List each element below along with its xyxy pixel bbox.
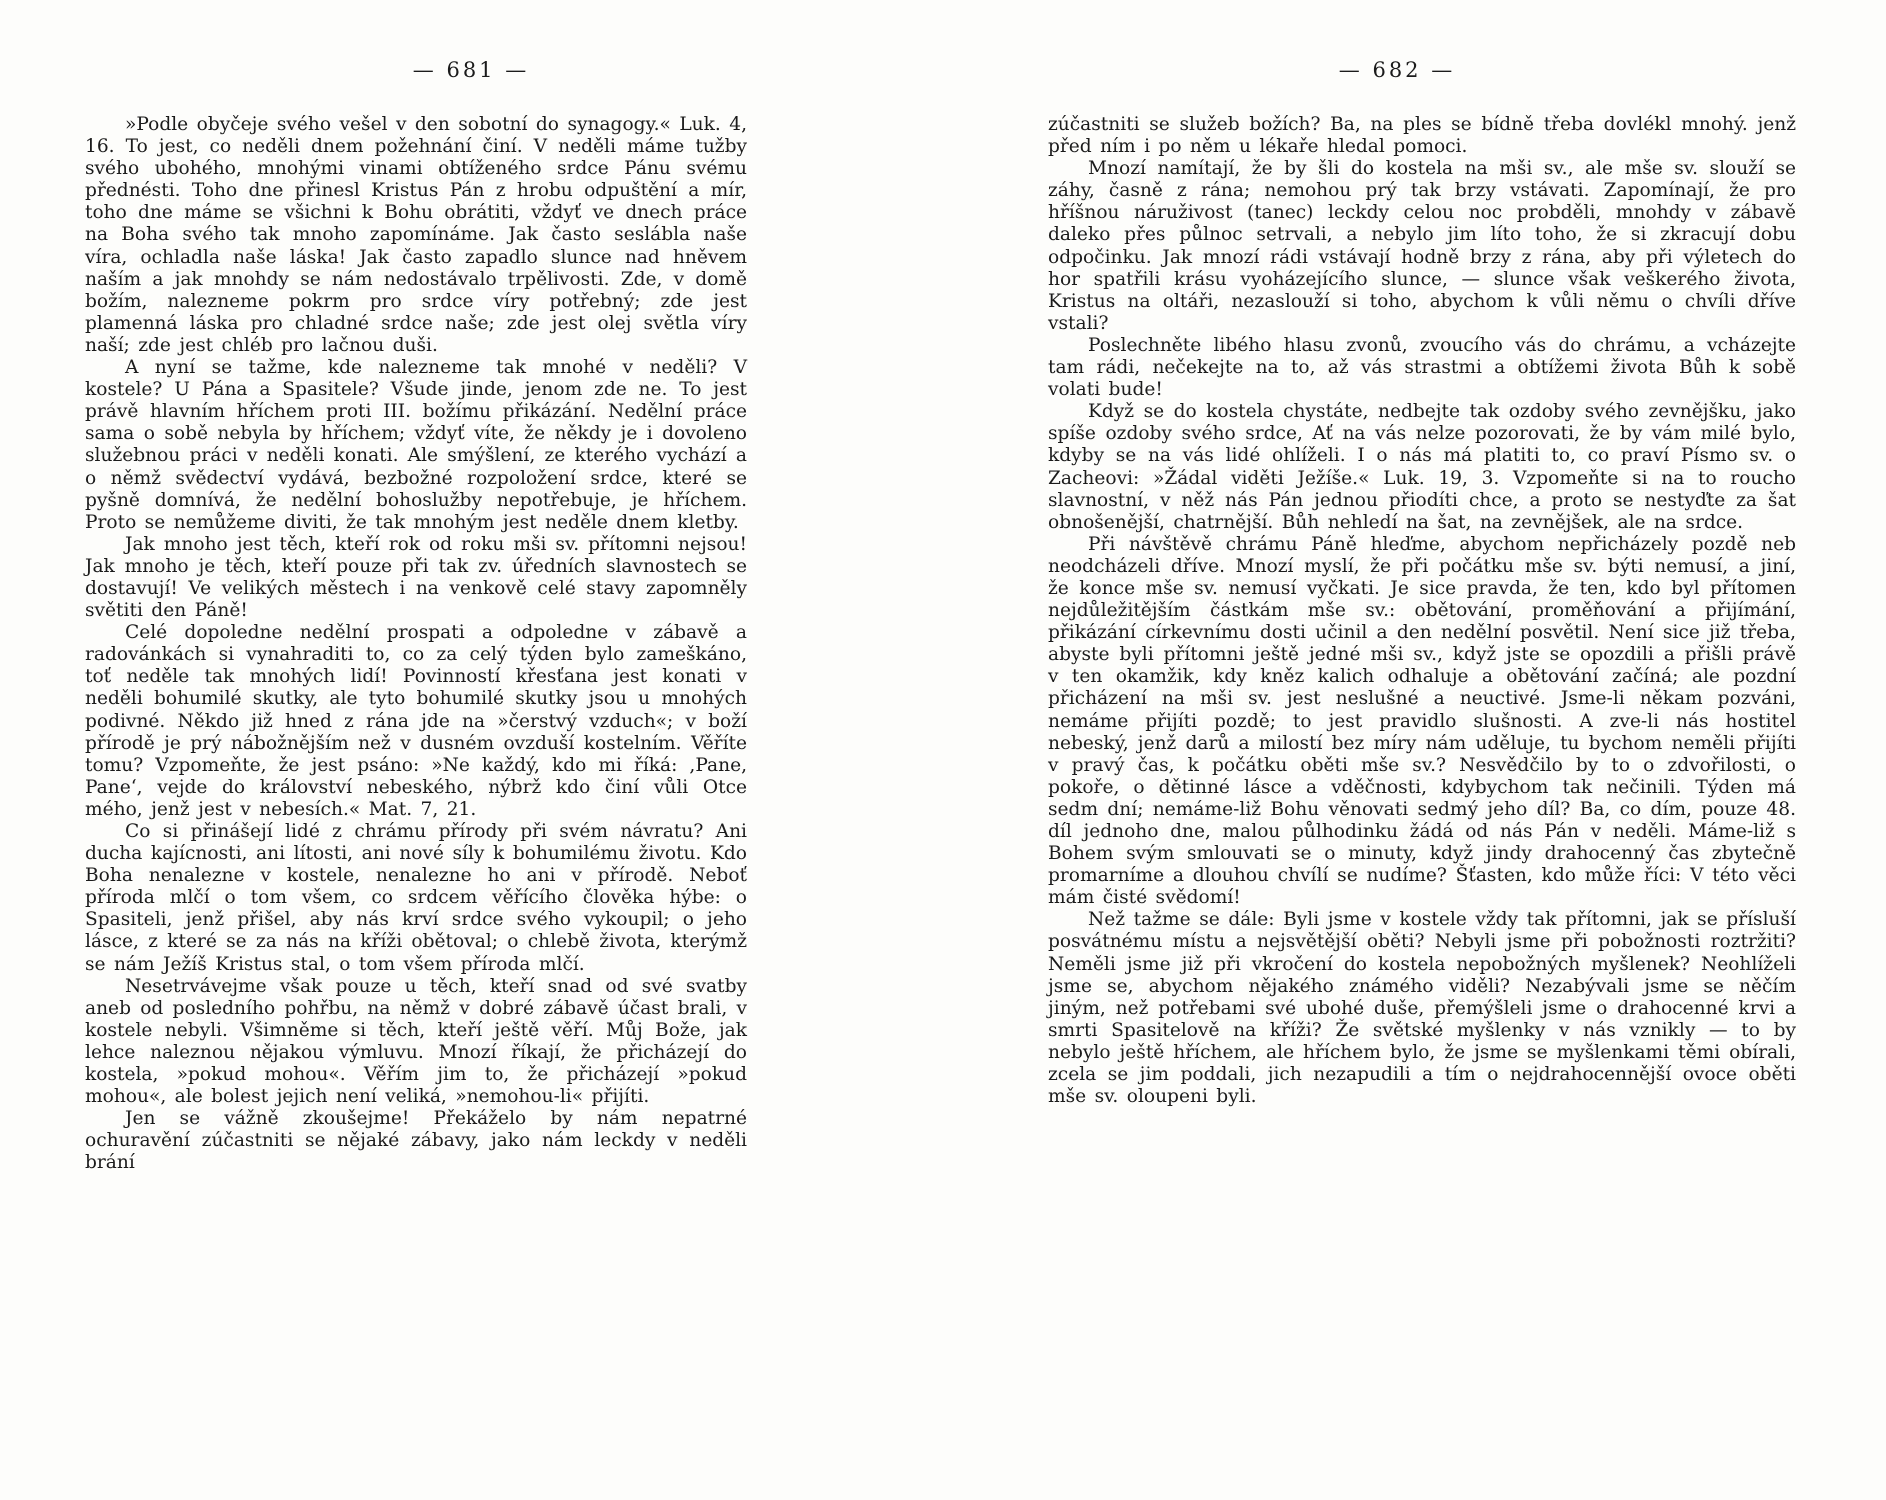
page-number-right: — 682 —	[1338, 58, 1456, 82]
paragraph: Jak mnoho jest těch, kteří rok od roku mši sv. přítomni nejsou! Jak mnoho je těch, kteří pouze při tak zv. úředních slavnostech se dostavují! Ve velikých městech i na venkově celé stavy zapomněly světiti den Páně!	[85, 533, 747, 622]
paragraph: Poslechněte libého hlasu zvonů, zvoucího vás do chrámu, a vcházejte tam rádi, nečekejte na to, až vás strastmi a obtížemi života Bůh k sobě volati bude!	[1048, 334, 1796, 401]
paragraph: Co si přinášejí lidé z chrámu přírody při svém návratu? Ani ducha kajícnosti, ani lítosti, ani nové síly k bohumilému životu. Kdo Boha nenalezne v kostele, nenalezne ho ani v přírodě. Neboť příroda mlčí o tom všem, co srdcem věřícího člověka hýbe: o Spasiteli, jenž přišel, aby nás krví srdce svého vykoupil; o jeho lásce, z které se za nás na kříži obětoval; o chlebě života, kterýmž se nám Ježíš Kristus stal, o tom všem příroda mlčí.	[85, 821, 747, 975]
paragraph: Mnozí namítají, že by šli do kostela na mši sv., ale mše sv. slouží se záhy, časně z rána; nemohou prý tak brzy vstávati. Zapomínají, že pro hříšnou náruživost (tanec) leckdy celou noc probděli, mnohdy v zábavě daleko přes půlnoc setrvali, a nebylo jim líto toho, že si zkracují dobu odpočinku. Jak mnozí rádi vstávají hodně brzy z rána, aby při výletech do hor spatřili krásu vyoházejícího slunce, — slunce však veškerého života, Kristus na oltáři, nezaslouží si toho, abychom k vůli němu o chvíli dříve vstali?	[1048, 158, 1796, 334]
paragraph: Jen se vážně zkoušejme! Překáželo by nám nepatrné ochuravění zúčastniti se nějaké zábavy, jako nám leckdy v neděli brání	[85, 1108, 747, 1174]
paragraph: Než tažme se dále: Byli jsme v kostele vždy tak přítomni, jak se přísluší posvátnému místu a nejsvětější oběti? Nebyli jsme při pobožnosti roztržiti? Neměli jsme již při vkročení do kostela nepobožných myšlenek? Neohlíželi jsme se, abychom nějakého známého viděli? Nezabývali jsme se něčím jiným, než potřebami své ubohé duše, přemýšleli jsme o drahocenné krvi a smrti Spasitelově na kříži? Že světské myšlenky v nás vznikly — to by nebylo ještě hříchem, ale hříchem bylo, že jsme se myšlenkami těmi obírali, zcela se jim poddali, jich nezapudili a tím o nejdrahocennější ovoce oběti mše sv. oloupeni byli.	[1048, 909, 1796, 1108]
paragraph: Když se do kostela chystáte, nedbejte tak ozdoby svého zevnějšku, jako spíše ozdoby svého srdce, Ať na vás nelze pozorovati, že by vám milé bylo, kdyby se na vás lidé ohlíželi. I o nás má platiti to, co praví Písmo sv. o Zacheovi: »Žádal viděti Ježíše.« Luk. 19, 3. Vzpomeňte si na to roucho slavnostní, v něž nás Pán jednou přiodíti chce, a proto se nestyďte za šat obnošenější, chatrnější. Bůh nehledí na šat, na zevnějšek, ale na srdce.	[1048, 401, 1796, 533]
page-681	[85, 58, 747, 1175]
paragraph: Při návštěvě chrámu Páně hleďme, abychom nepřicházely pozdě neb neodcházeli dříve. Mnozí myslí, že při počátku mše sv. býti nemusí, a jiní, že konce mše sv. nemusí vyčkati. Je sice pravda, že ten, kdo byl přítomen nejdůležitějším částkám mše sv.: obětování, proměňování a přijímání, přikázání církevnímu dosti učinil a den nedělní posvětil. Není sice již třeba, abyste byli přítomni ještě jedné mši sv., když jste se opozdili a přišli právě v ten okamžik, kdy kněz kalich odhaluje a obětování začíná; ale pozdní přicházení na mši sv. jest neslušné a neuctivé. Jsme-li někam pozváni, nemáme přijíti pozdě; to jest pravidlo slušnosti. A zve-li nás hostitel nebeský, jenž darů a milostí bez míry nám uděluje, tu bychom neměli přijíti v pravý čas, k počátku oběti mše sv.? Nesvědčilo by to o zdvořilosti, o pokoře, o dětinné lásce a vděčnosti, kdybychom tak nečinili. Týden má sedm dní; nemáme-liž Bohu věnovati sedmý jeho díl? Ba, co dím, pouze 48. díl jednoho dne, malou půlhodinku žádá od nás Pán v neděli. Máme-liž s Bohem svým smlouvati se o minuty, když jindy drahocenný čas zbytečně promarníme a dlouhou chvílí se nudíme? Šťasten, kdo může říci: V této věci mám čisté svědomí!	[1048, 533, 1796, 909]
paragraph: A nyní se tažme, kde nalezneme tak mnohé v neděli? V kostele? U Pána a Spasitele? Všude jinde, jenom zde ne. To jest právě hlavním hříchem proti III. božímu přikázání. Nedělní práce sama o sobě nebyla by hříchem; vždyť víte, že někdy je i dovoleno služebnou práci v neděli konati. Ale smýšlení, ze kterého vychází a o němž svědectví vydává, bezbožné rozpoložení srdce, které se pyšně domnívá, že nedělní bohoslužby nepotřebuje, je hříchem. Proto se nemůžeme diviti, že tak mnohým jest neděle dnem kletby.	[85, 357, 747, 533]
paragraph: zúčastniti se služeb božích? Ba, na ples se bídně třeba dovlékl mnohý. jenž před ním i po něm u lékaře hledal pomoci.	[1048, 114, 1796, 158]
text-column-right	[1048, 114, 1796, 1108]
paragraph: Nesetrvávejme však pouze u těch, kteří snad od své svatby aneb od posledního pohřbu, na němž v dobré zábavě účast brali, v kostele nebyli. Všimněme si těch, kteří ještě věří. Můj Bože, jak lehce naleznou nějakou výmluvu. Mnozí říkají, že přicházejí do kostela, »pokud mohou«. Věřím jim to, že přicházejí »pokud mohou«, ale bolest jejich není veliká, »nemohou-li« přijíti.	[85, 975, 747, 1108]
paragraph: »Podle obyčeje svého vešel v den sobotní do synagogy.« Luk. 4, 16. To jest, co neděli dnem požehnání činí. V neděli máme tužby svého ubohého, mnohými vinami obtíženého srdce Pánu svému přednésti. Toho dne přinesl Kristus Pán z hrobu odpuštění a mír, toho dne máme se všichni k Bohu obrátiti, vždyť ve dnech práce na Boha svého tak mnoho zapomínáme. Jak často seslábla naše víra, ochladla naše láska! Jak často zapadlo slunce nad hněvem naším a jak mnohdy se nám nedostávalo trpělivosti. Zde, v domě božím, nalezneme pokrm pro srdce víry potřebný; zde jest plamenná láska pro chladné srdce naše; zde jest olej světla víry naší; zde jest chléb pro lačnou duši.	[85, 114, 747, 356]
text-column-left	[85, 114, 747, 1175]
page-number-left: — 681 —	[412, 58, 530, 82]
paragraph: Celé dopoledne nedělní prospati a odpoledne v zábavě a radovánkách si vynahraditi to, co za celý týden bylo zameškáno, toť neděle tak mnohých lidí! Povinností křesťana jest konati v neděli bohumilé skutky, ale tyto bohumilé skutky jsou u mnohých podivné. Někdo již hned z rána jde na »čerstvý vzduch«; v boží přírodě je prý nábožnějším než v dusném ovzduší kostelním. Věříte tomu? Vzpomeňte, že jest psáno: »Ne každý, kdo mi říká: ,Pane, Pane‘, vejde do království nebeského, nýbrž kdo činí vůli Otce mého, jenž jest v nebesích.« Mat. 7, 21.	[85, 622, 747, 820]
page-682	[1048, 58, 1796, 1108]
